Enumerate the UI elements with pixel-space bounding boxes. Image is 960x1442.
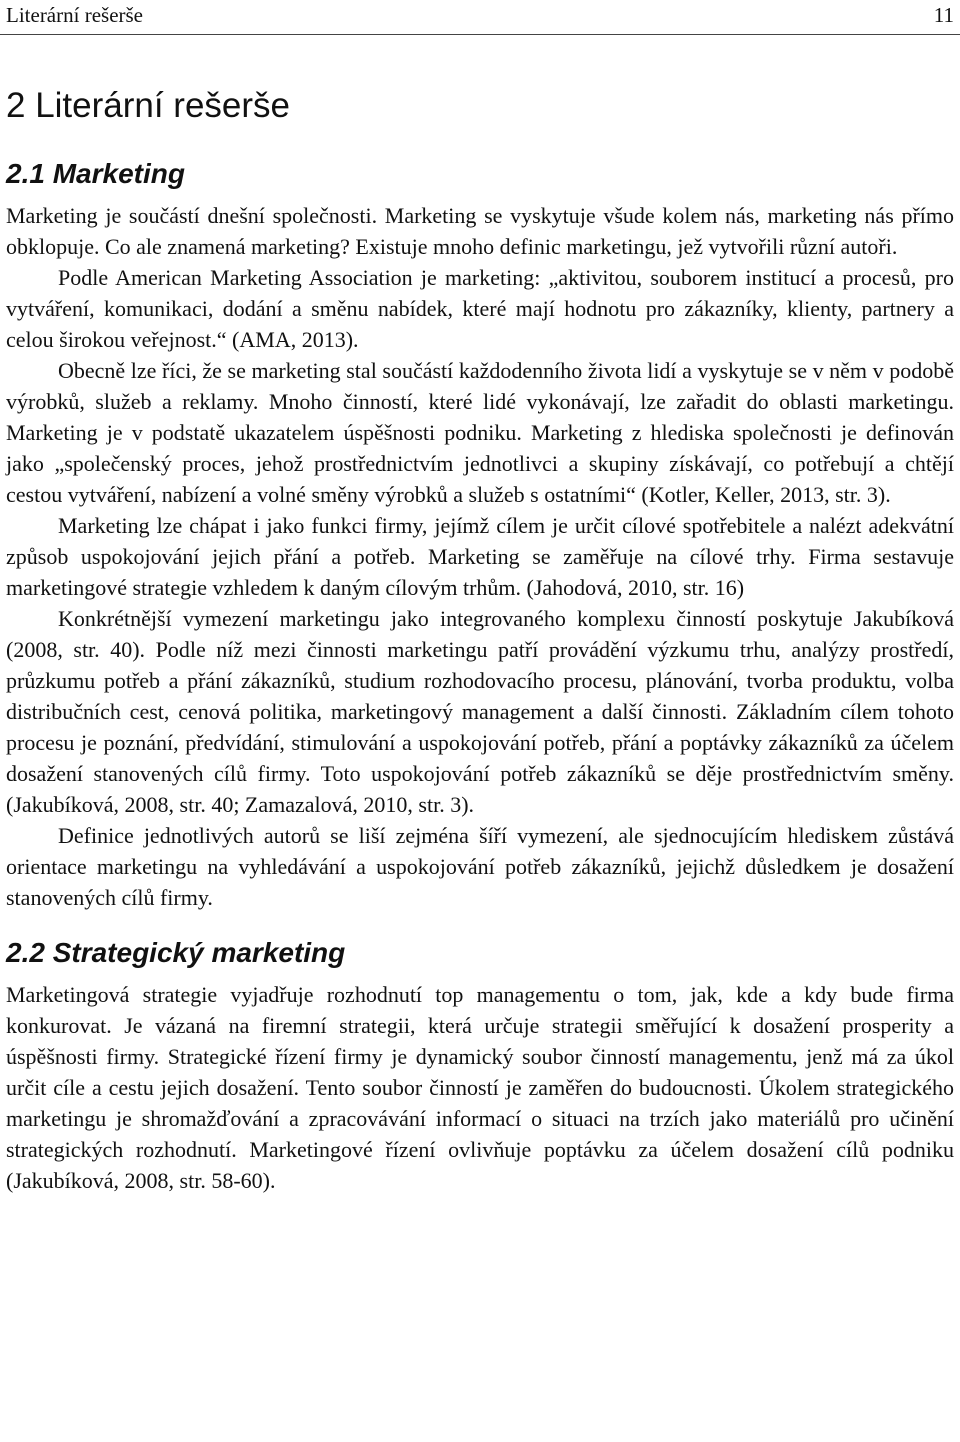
page-body [6,84,954,1196]
chapter-title: 2 Literární rešerše [6,86,291,125]
running-title: Literární rešerše [6,3,144,27]
paragraph: Marketingová strategie vyjadřuje rozhodnutí top managementu o tom, jak, kde a kdy bude firma konkurovat. Je vázaná na firemní strategii, která určuje strategii směřující k dosažení prosperity a úspěšnosti firmy. Strategické řízení firmy je dynamický soubor činností managementu, jenž má za úkol určit cíle a cestu jejich dosažení. Tento soubor činností je zaměřen do budoucnosti. Úkolem strategického marketingu je shromažďování a zpracovávání informací o situaci na trzích jako materiálů pro učinění strategických rozhodnutí. Marketingové řízení ovlivňuje poptávku za účelem dosažení cílů podniku (Jakubíková, 2008, str. 58-60). [6,982,954,1193]
paragraph: Definice jednotlivých autorů se liší zejména šíří vymezení, ale sjednocujícím hlediskem zůstává orientace marketingu na vyhledávání a uspokojování potřeb zákazníků, jejichž důsledkem je dosažení stanovených cílů firmy. [6,823,954,910]
paragraph: Podle American Marketing Association je marketing: „aktivitou, souborem institucí a procesů, pro vytváření, komunikaci, dodání a směnu nabídek, které mají hodnotu pro zákazníky, klienty, partnery a celou širokou veřejnost.“ (AMA, 2013). [6,265,954,352]
paragraph: Konkrétnější vymezení marketingu jako integrovaného komplexu činností poskytuje Jakubíková (2008, str. 40). Podle níž mezi činnosti marketingu patří provádění výzkumu trhu, analýzy prostředí, průzkumu potřeb a přání zákazníků, studium rozhodovacího procesu, plánování, tvorba produktu, volba distribučních cest, cenová politika, marketingový management a další činnosti. Základním cílem tohoto procesu je poznání, předvídání, stimulování a uspokojování potřeb, přání a poptávky zákazníků za účelem dosažení stanovených cílů firmy. Toto uspokojování potřeb zákazníků se děje prostřednictvím směny. (Jakubíková, 2008, str. 40; Zamazalová, 2010, str. 3). [6,606,954,817]
paragraph: Marketing je součástí dnešní společnosti. Marketing se vyskytuje všude kolem nás, marketing nás přímo obklopuje. Co ale znamená marketing? Existuje mnoho definic marketingu, jež vytvořili různí autoři. [6,203,954,259]
header-divider [0,34,960,35]
running-header [6,2,954,28]
paragraph: Marketing lze chápat i jako funkci firmy, jejímž cílem je určit cílové spotřebitele a nalézt adekvátní způsob uspokojování jejich přání a potřeb. Marketing se zaměřuje na cílové trhy. Firma sestavuje marketingové strategie vzhledem k daným cílovým trhům. (Jahodová, 2010, str. 16) [6,513,954,600]
paragraph: Obecně lze říci, že se marketing stal součástí každodenního života lidí a vyskytuje se v něm v podobě výrobků, služeb a reklamy. Mnoho činností, které lidé vykonávají, lze zařadit do oblasti marketingu. Marketing je v podstatě ukazatelem úspěšnosti podniku. Marketing z hlediska společnosti je definován jako „společenský proces, jehož prostřednictvím jednotlivci a skupiny získávají, co potřebují a chtějí cestou vytváření, nabízení a volné směny výrobků a služeb s ostatními“ (Kotler, Keller, 2013, str. 3). [6,358,954,507]
page-number: 11 [933,3,954,27]
section-title-marketing: 2.1 Marketing [6,158,185,189]
section-title-strategic-marketing: 2.2 Strategický marketing [6,937,346,968]
